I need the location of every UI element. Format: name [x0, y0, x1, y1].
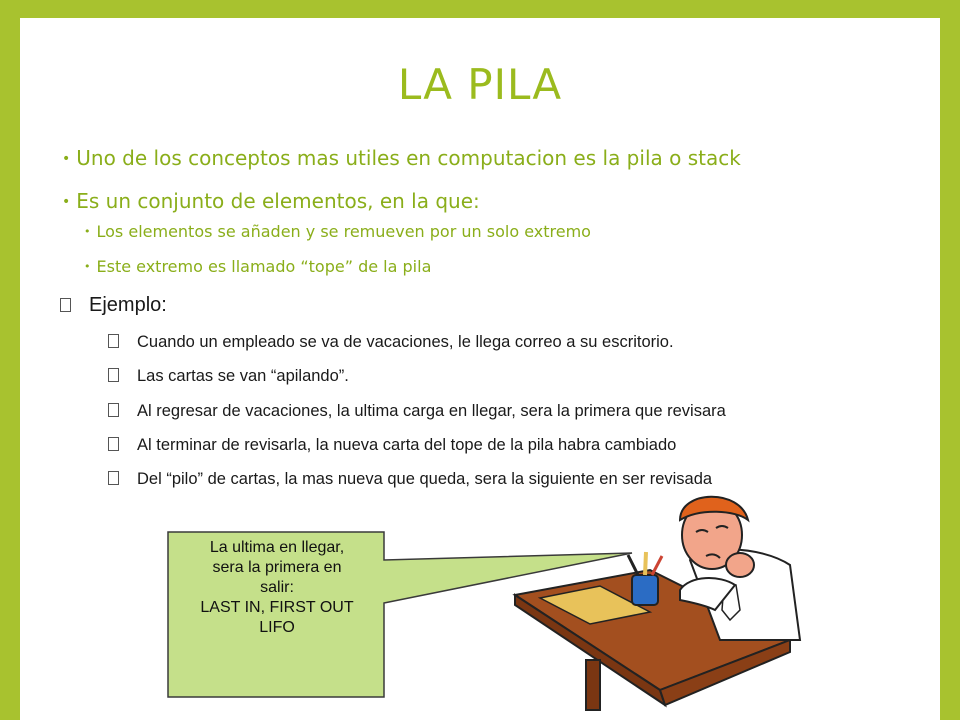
bullet-dot: •	[84, 260, 91, 273]
callout-line: sera la primera en	[212, 559, 342, 576]
example-item: Al regresar de vacaciones, la ultima carga en llegar, sera la primera que revisara	[108, 402, 726, 421]
bullet-dot: •	[84, 225, 91, 238]
callout-text	[170, 538, 384, 638]
example-item: Las cartas se van “apilando”.	[108, 367, 349, 386]
callout-line: LIFO	[259, 619, 295, 636]
bullet-2: • Es un conjunto de elementos, en la que:	[62, 189, 480, 213]
callout-line: La ultima en llegar,	[209, 539, 345, 556]
callout-line: salir:	[260, 579, 294, 596]
callout-line: LAST IN, FIRST OUT	[200, 599, 354, 616]
slide-title: LA PILA	[397, 60, 563, 109]
sub-bullet-2: • Este extremo es llamado “tope” de la pila	[84, 257, 432, 276]
example-heading: Ejemplo:	[60, 294, 167, 317]
example-item: Al terminar de revisarla, la nueva carta del tope de la pila habra cambiado	[108, 436, 676, 455]
example-item: Cuando un empleado se va de vacaciones, le llega correo a su escritorio.	[108, 333, 674, 352]
bullet-dot: •	[62, 194, 71, 210]
bullet-1: • Uno de los conceptos mas utiles en computacion es la pila o stack	[62, 146, 741, 170]
bullet-dot: •	[62, 151, 71, 167]
sub-bullet-1: • Los elementos se añaden y se remueven por un solo extremo	[84, 222, 591, 241]
example-item: Del “pilo” de cartas, la mas nueva que queda, sera la siguiente en ser revisada	[108, 470, 712, 489]
